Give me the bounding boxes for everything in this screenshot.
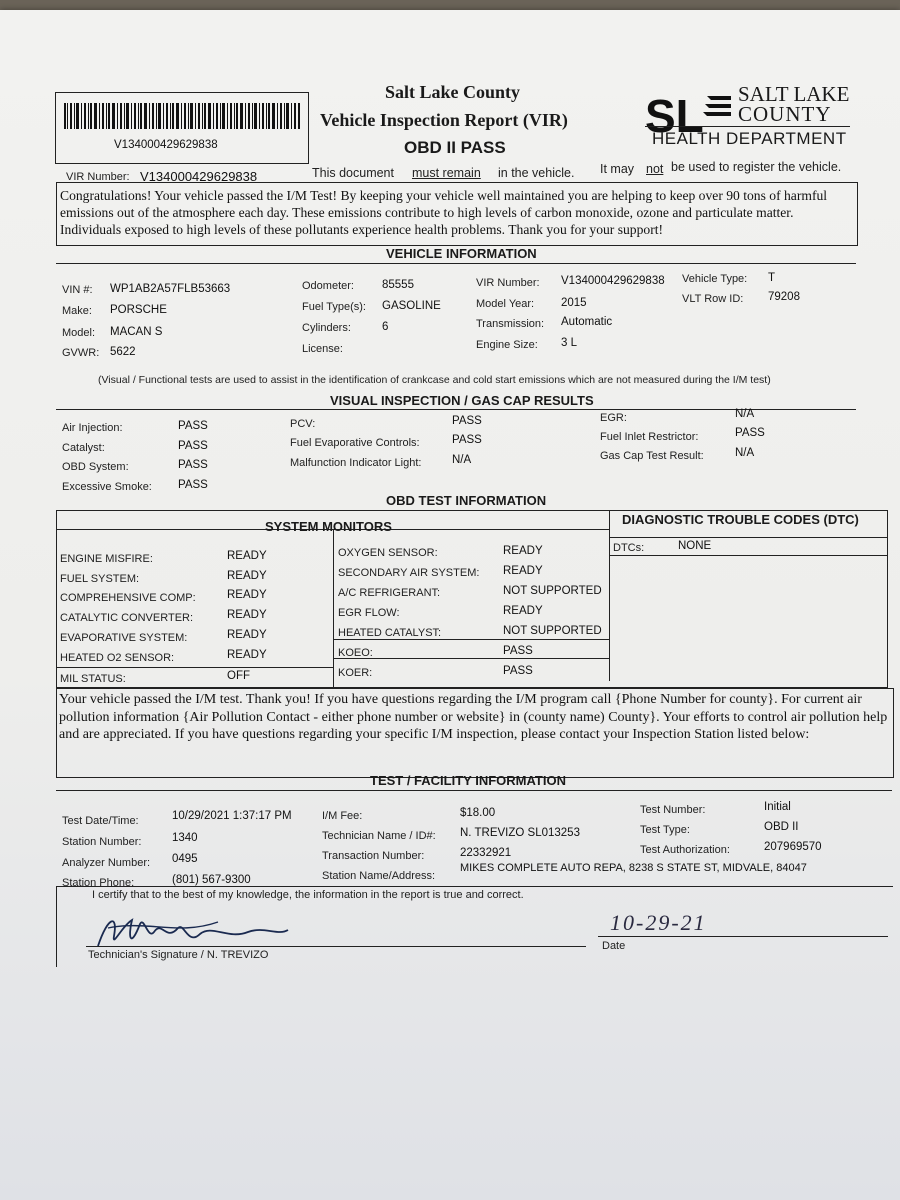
notice2-pre: It may <box>600 162 635 176</box>
passed-message-box <box>56 688 894 778</box>
monitor-right-label: HEATED CATALYST: <box>338 627 442 639</box>
catalyst-label: Catalyst: <box>62 442 105 454</box>
vlt-label: VLT Row ID: <box>682 293 744 305</box>
phone-value: (801) 567-9300 <box>172 874 251 886</box>
notice2-not: not <box>646 162 664 176</box>
fee-value: $18.00 <box>460 807 496 819</box>
date-value: 10/29/2021 1:37:17 PM <box>172 810 292 822</box>
monitors-title: SYSTEM MONITORS <box>265 519 392 534</box>
phone-label: Station Phone: <box>62 877 135 889</box>
gascap-label: Gas Cap Test Result: <box>600 450 704 462</box>
cylinders-label: Cylinders: <box>302 322 351 334</box>
testnum-value: Initial <box>764 801 791 813</box>
monitor-left-label: CATALYTIC CONVERTER: <box>60 612 194 624</box>
vir-number-label: VIR Number: <box>66 171 130 183</box>
analyzer-label: Analyzer Number: <box>62 857 151 869</box>
barcode-icon <box>64 103 300 129</box>
odometer-label: Odometer: <box>302 280 354 292</box>
signature-label: Technician's Signature / N. TREVIZO <box>88 949 269 961</box>
barcode-text: V134000429629838 <box>114 139 218 151</box>
addr-label: Station Name/Address: <box>322 870 436 882</box>
trans-value: Automatic <box>561 316 613 328</box>
engine-value: 3 L <box>561 337 577 349</box>
monitor-right-value: READY <box>503 545 543 557</box>
monitor-right-label: KOEO: <box>338 647 373 659</box>
monitor-left-label: EVAPORATIVE SYSTEM: <box>60 632 188 644</box>
analyzer-value: 0495 <box>172 853 198 865</box>
pcv-value: PASS <box>452 415 482 427</box>
date-line <box>598 936 888 937</box>
mil-label: Malfunction Indicator Light: <box>290 457 422 469</box>
engine-label: Engine Size: <box>476 339 538 351</box>
vehicle-rule <box>56 263 856 264</box>
koeo-rule <box>333 639 609 640</box>
pcv-label: PCV: <box>290 418 316 430</box>
monitor-right-value: PASS <box>503 665 533 677</box>
odometer-value: 85555 <box>382 279 414 291</box>
logo-rule <box>645 126 850 127</box>
cylinders-value: 6 <box>382 321 389 333</box>
monitors-mid-divider <box>333 529 334 687</box>
passed-message-text: Your vehicle passed the I/M test. Thank you! If you have questions regarding the I/M program call {Phone Number for county}. For current air pollution information {Air Pollution Contact - either phone number or website} in (county name) County}. Your efforts to control air pollution help and are appreciated. If you have questions regarding your specific I/M inspection, please contact your Inspection Station listed below: <box>59 692 888 742</box>
vir-value2: V134000429629838 <box>561 275 665 287</box>
certify-text: I certify that to the best of my knowledge, the information in the report is true and correct. <box>92 889 524 901</box>
mil-rule <box>57 667 333 668</box>
monitor-left-label: COMPREHENSIVE COMP: <box>60 592 196 604</box>
inspection-report-page <box>0 10 900 1200</box>
monitor-right-value: NOT SUPPORTED <box>503 585 602 597</box>
vir-label2: VIR Number: <box>476 277 540 289</box>
monitor-left-value: READY <box>227 629 267 641</box>
make-label: Make: <box>62 305 92 317</box>
obd-title: OBD TEST INFORMATION <box>386 493 547 508</box>
monitor-right-label: A/C REFRIGERANT: <box>338 587 441 599</box>
monitor-right-label: SECONDARY AIR SYSTEM: <box>338 567 480 579</box>
egr-value: N/A <box>735 408 755 420</box>
logo-line2: COUNTY <box>738 102 832 126</box>
make-value: PORSCHE <box>110 304 167 316</box>
fuel-label: Fuel Type(s): <box>302 301 366 313</box>
monitor-left-value: READY <box>227 609 267 621</box>
signature-line <box>86 946 586 947</box>
mil-value: N/A <box>452 454 472 466</box>
auth-label: Test Authorization: <box>640 844 730 856</box>
tech-label: Technician Name / ID#: <box>322 830 436 842</box>
dtc-row-rule <box>609 555 887 556</box>
air-value: PASS <box>178 420 208 432</box>
congratulations-text: Congratulations! Your vehicle passed the I/M Test! By keeping your vehicle well maintained you are helping to keep over 90 tons of harmful emissions out of the atmosphere each day. These emissions contribute to high levels of carbon monoxide, ozone and particulate matter. Individuals exposed to high levels of these pollutants experience health problems. Thank you for your support! <box>60 188 828 237</box>
monitor-right-label: EGR FLOW: <box>338 607 400 619</box>
vehicle-info-title: VEHICLE INFORMATION <box>386 246 537 261</box>
auth-value: 207969570 <box>764 841 822 853</box>
county-title: Salt Lake County <box>385 82 521 102</box>
monitor-right-label: KOER: <box>338 667 373 679</box>
vin-value: WP1AB2A57FLB53663 <box>110 283 231 295</box>
smoke-label: Excessive Smoke: <box>62 481 152 493</box>
monitor-right-value: READY <box>503 605 543 617</box>
gascap-value: N/A <box>735 447 755 459</box>
obd-value: PASS <box>178 459 208 471</box>
congratulations-box <box>56 182 858 246</box>
tech-value: N. TREVIZO SL013253 <box>460 827 580 839</box>
station-value: 1340 <box>172 832 198 844</box>
monitor-right-value: PASS <box>503 645 533 657</box>
notice-must: must remain <box>412 166 481 180</box>
monitor-left-label: MIL STATUS: <box>60 673 126 685</box>
monitor-right-value: READY <box>503 565 543 577</box>
monitor-left-label: ENGINE MISFIRE: <box>60 553 153 565</box>
egr-label: EGR: <box>600 412 627 424</box>
fuel-value: GASOLINE <box>382 300 441 312</box>
testnum-label: Test Number: <box>640 804 706 816</box>
visual-note: (Visual / Functional tests are used to assist in the identification of crankcase and cold start emissions which are not measured during the I/M test) <box>98 374 771 386</box>
txn-label: Transaction Number: <box>322 850 425 862</box>
koer-rule <box>333 658 609 659</box>
testtype-label: Test Type: <box>640 824 690 836</box>
monitor-right-value: NOT SUPPORTED <box>503 625 602 637</box>
license-label: License: <box>302 343 343 355</box>
notice-pre: This document <box>312 166 394 180</box>
evap-value: PASS <box>452 434 482 446</box>
inlet-label: Fuel Inlet Restrictor: <box>600 431 699 443</box>
air-label: Air Injection: <box>62 422 123 434</box>
year-value: 2015 <box>561 297 587 309</box>
handwritten-date: 10-29-21 <box>610 910 707 935</box>
report-title: Vehicle Inspection Report (VIR) <box>320 110 568 130</box>
monitor-left-label: HEATED O2 SENSOR: <box>60 652 175 664</box>
logo-line3: HEALTH DEPARTMENT <box>652 129 847 148</box>
monitor-left-value: READY <box>227 649 267 661</box>
dtc-value: NONE <box>678 540 712 552</box>
vehicle-type-value: T <box>768 272 776 284</box>
gvwr-value: 5622 <box>110 346 136 358</box>
fee-label: I/M Fee: <box>322 810 363 822</box>
testtype-value: OBD II <box>764 821 799 833</box>
vin-label: VIN #: <box>62 284 93 296</box>
smoke-value: PASS <box>178 479 208 491</box>
inlet-value: PASS <box>735 427 765 439</box>
addr-value: MIKES COMPLETE AUTO REPA, 8238 S STATE ST, MIDVALE, 84047 <box>460 862 807 874</box>
evap-label: Fuel Evaporative Controls: <box>290 437 420 449</box>
trans-label: Transmission: <box>476 318 545 330</box>
model-value: MACAN S <box>110 326 163 338</box>
monitor-left-value: READY <box>227 589 267 601</box>
station-label: Station Number: <box>62 836 142 848</box>
date-label: Test Date/Time: <box>62 815 139 827</box>
model-label: Model: <box>62 327 96 339</box>
logo-line1: SALT LAKE <box>738 82 850 106</box>
monitor-right-label: OXYGEN SENSOR: <box>338 547 438 559</box>
txn-value: 22332921 <box>460 847 512 859</box>
dtc-label: DTCs: <box>613 542 645 554</box>
facility-title: TEST / FACILITY INFORMATION <box>370 773 566 788</box>
vlt-value: 79208 <box>768 291 800 303</box>
obd-label: OBD System: <box>62 461 129 473</box>
catalyst-value: PASS <box>178 440 208 452</box>
monitor-left-value: READY <box>227 570 267 582</box>
vehicle-type-label: Vehicle Type: <box>682 273 748 285</box>
dtc-title: DIAGNOSTIC TROUBLE CODES (DTC) <box>622 512 859 527</box>
facility-rule <box>56 790 892 791</box>
visual-title: VISUAL INSPECTION / GAS CAP RESULTS <box>330 393 594 408</box>
svg-text:SL: SL <box>645 92 704 136</box>
notice-post: in the vehicle. <box>498 166 575 180</box>
gvwr-label: GVWR: <box>62 347 100 359</box>
date-sign-label: Date <box>602 940 626 952</box>
result-title: OBD II PASS <box>404 138 506 157</box>
vir-number-value: V134000429629838 <box>140 169 258 184</box>
notice2-post: be used to register the vehicle. <box>671 160 842 174</box>
year-label: Model Year: <box>476 298 535 310</box>
monitor-left-value: READY <box>227 550 267 562</box>
monitor-left-label: FUEL SYSTEM: <box>60 573 140 585</box>
barcode-box <box>55 92 309 164</box>
monitor-left-value: OFF <box>227 670 250 682</box>
dtc-header-rule <box>609 537 887 538</box>
